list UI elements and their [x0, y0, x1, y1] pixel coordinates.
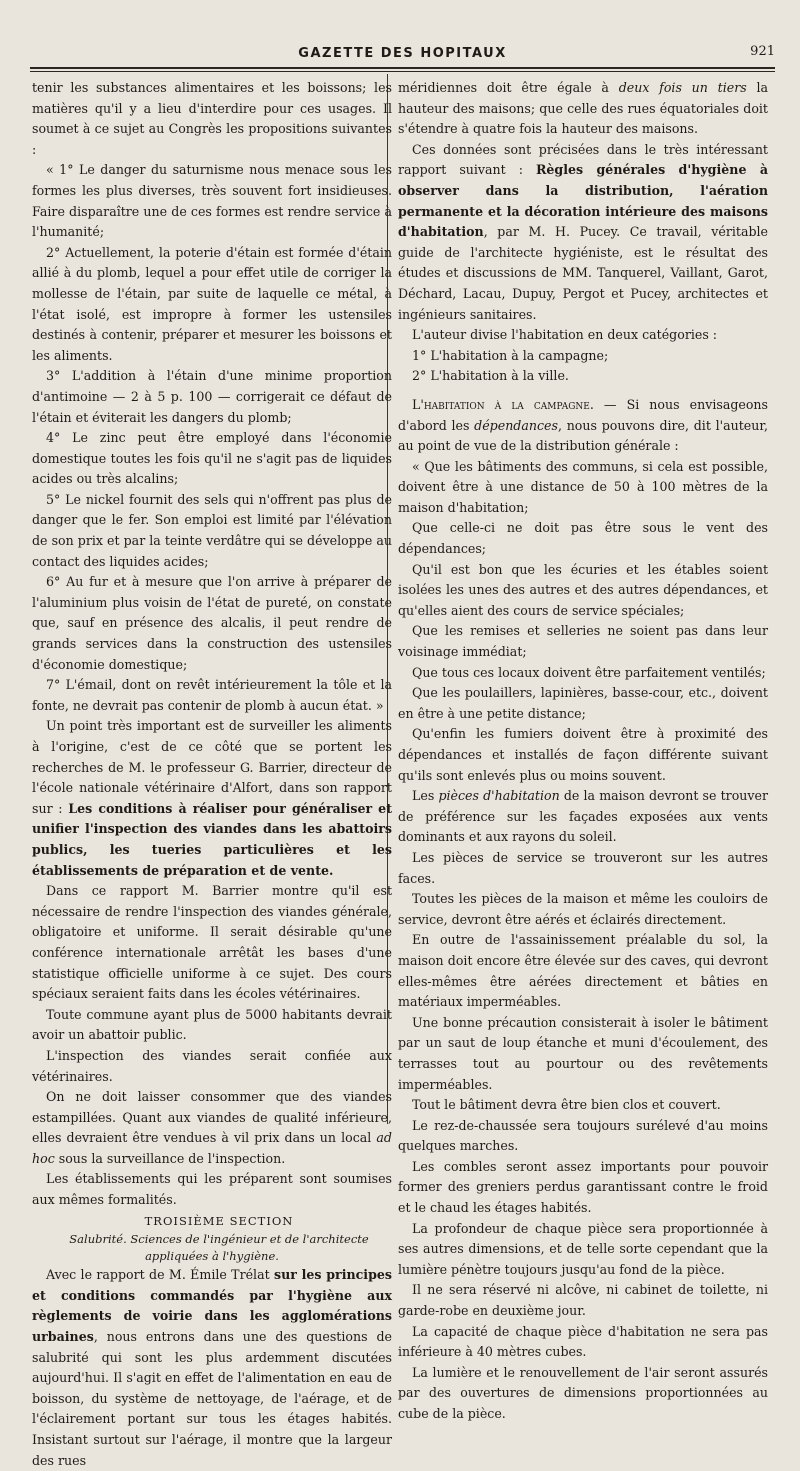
paragraph	[32, 1087, 392, 1169]
italic-phrase: deux fois un tiers	[618, 80, 747, 95]
text-run: On ne doit laisser consommer que des viandes estampillées. Quant aux viandes de qualité inférieure, elles devraient être vendues à vil prix dans un local	[32, 1089, 392, 1146]
text-run: la hauteur des maisons; que celle des rues équatoriales doit s'étendre à quatre fois la hauteur des maisons.	[398, 80, 769, 137]
paragraph	[32, 716, 392, 881]
report-title-bold: sur les principes et conditions commandés par l'hygiène aux règlements de voirie dans les agglomérations urbaines	[32, 1267, 392, 1345]
paragraph	[398, 78, 768, 140]
paragraph: Une bonne précaution consisterait à isoler le bâtiment par un saut de loup étanche et muni d'écoulement, des terrasses tout au pourtour ou des revêtements imperméables.	[398, 1014, 768, 1092]
paragraph: Que celle-ci ne doit pas être sous le vent des dépendances;	[398, 520, 768, 557]
paragraph: La profondeur de chaque pièce sera proportionnée à ses autres dimensions, et de telle sorte cependant que la lumière pénètre toujours jusqu'au fond de la pièce.	[398, 1220, 768, 1277]
paragraph	[398, 140, 768, 325]
section-subtitle: Salubrité. Sciences de l'ingénieur et de l'architecte appliquées à l'hygiène.	[69, 1232, 369, 1264]
text-run: Ces données sont précisées dans le très intéressant rapport suivant :	[398, 141, 768, 178]
paragraph: L'auteur divise l'habitation en deux catégories :	[412, 327, 718, 343]
paragraph: Toutes les pièces de la maison et même les couloirs de service, devront être aérés et éclairés directement.	[398, 891, 768, 927]
paragraph: Tout le bâtiment devra être bien clos et couvert.	[412, 1097, 721, 1113]
paragraph	[398, 395, 768, 457]
paragraph: Dans ce rapport M. Barrier montre qu'il est nécessaire de rendre l'inspection des viandes générale, obligatoire et uniforme. Il serait désirable qu'une conférence internationale arrêtât les bases d'une statistique officielle uniforme à ce sujet. Des cours spéciaux seraient faits dans les écoles vétérinaires.	[32, 883, 392, 1002]
left-column	[32, 78, 392, 1471]
paragraph: Qu'il est bon que les écuries et les étables soient isolées les unes des autres et des autres dépendances, et qu'elles aient des cours de service spéciales;	[398, 561, 768, 618]
text-run: , nous entrons dans une des questions de salubrité qui sont les plus ardemment discutées aujourd'hui. Il s'agit en effet de l'alimentation en eau de boisson, du système de nettoyage, de l'aérage, et de l'éclairement portant sur tous les étages habités. Insistant surtout sur l'aérage, il montre que la largeur des rues	[32, 1329, 392, 1468]
paragraph: 6° Au fur et à mesure que l'on arrive à préparer de l'aluminium plus voisin de l'état de pureté, on constate que, sauf en présence des alcalis, il peut rendre de grands services dans la construction des ustensiles d'économie domestique;	[32, 574, 392, 672]
paragraph: Les pièces de service se trouveront sur les autres faces.	[398, 849, 768, 886]
paragraph: 3° L'addition à l'étain d'une minime proportion d'antimoine — 2 à 5 p. 100 — corrigerait ce défaut de l'étain et éviterait les dangers du plomb;	[32, 368, 392, 425]
subheading: L'habitation à la campagne.	[412, 396, 594, 412]
paragraph: La capacité de chaque pièce d'habitation ne sera pas inférieure à 40 mètres cubes.	[398, 1323, 768, 1360]
paragraph: La lumière et le renouvellement de l'air seront assurés par des ouvertures de dimensions proportionnées au cube de la pièce.	[398, 1364, 768, 1421]
italic-phrase: ad hoc	[32, 1130, 392, 1166]
section-title: TROISIÈME SECTION	[144, 1213, 294, 1228]
header-rule-thin	[30, 71, 775, 72]
paragraph: En outre de l'assainissement préalable du sol, la maison doit encore être élevée sur des caves, qui devront elles-mêmes être aérées directement et bâties en matériaux imperméables.	[398, 932, 768, 1010]
paragraph: 7° L'émail, dont on revêt intérieurement la tôle et la fonte, ne devrait pas contenir de plomb à aucun état. »	[32, 677, 392, 713]
report-title-bold: Règles générales d'hygiène à observer dans la distribution, l'aération permanente et la décoration intérieure des maisons d'habitation	[398, 162, 768, 240]
paragraph: Que les poulaillers, lapinières, basse-cour, etc., doivent en être à une petite distance;	[398, 685, 768, 721]
paragraph: 2° Actuellement, la poterie d'étain est formée d'étain allié à du plomb, lequel a pour effet utile de corriger la mollesse de l'étain, par suite de laquelle ce métal, à l'état isolé, est impropre à former les ustensiles destinés à contenir, préparer et mesurer les boissons et les aliments.	[32, 244, 392, 363]
paragraph: Il ne sera réservé ni alcôve, ni cabinet de toilette, ni garde-robe en deuxième jour.	[398, 1282, 768, 1319]
paragraph: Les établissements qui les préparent sont soumises aux mêmes formalités.	[32, 1171, 392, 1208]
paragraph: tenir les substances alimentaires et les boissons; les matières qu'il y a lieu d'interdire pour ces usages. Il soumet à ce sujet au Congrès les propositions suivantes :	[32, 80, 392, 157]
page-number: 921	[750, 44, 775, 59]
paragraph: « 1° Le danger du saturnisme nous menace sous les formes les plus diverses, très souvent fort insidieuses. Faire disparaître une de ces formes est rendre service à l'humanité;	[32, 162, 392, 240]
text-run: Un point très important est de surveiller les aliments à l'origine, c'est de ce côté que se portent les recherches de M. le professeur G. Barrier, directeur de l'école nationale vétérinaire d'Alfort, dans son rapport sur :	[32, 718, 392, 816]
text-run: , nous pouvons dire, dit l'auteur, au point de vue de la distribution générale :	[398, 417, 768, 454]
italic-phrase: pièces d'habitation	[438, 788, 560, 804]
text-run: — Si nous envisageons d'abord les	[398, 396, 768, 433]
paragraph: Les combles seront assez importants pour pouvoir former des greniers perdus garantissant contre le froid et le chaud les étages habités.	[398, 1158, 768, 1216]
journal-title: GAZETTE DES HOPITAUX	[298, 46, 507, 61]
paragraph: Qu'enfin les fumiers doivent être à proximité des dépendances et installés de façon différente suivant qu'ils sont enlevés plus ou moins souvent.	[398, 726, 768, 783]
paragraph: 1° L'habitation à la campagne;	[412, 347, 609, 363]
page-header	[30, 44, 775, 68]
paragraph: Que tous ces locaux doivent être parfaitement ventilés;	[412, 664, 766, 680]
text-run: Avec le rapport de M. Émile Trélat	[46, 1267, 275, 1283]
paragraph: 5° Le nickel fournit des sels qui n'offrent pas plus de danger que le fer. Son emploi est limité par l'élévation de son prix et par la teinte verdâtre qui se développe au contact des liquides acides;	[32, 491, 392, 569]
paragraph: Le rez-de-chaussée sera toujours surélevé d'au moins quelques marches.	[398, 1117, 768, 1154]
paragraph	[32, 1265, 392, 1471]
paragraph: « Que les bâtiments des communs, si cela est possible, doivent être à une distance de 50 à 100 mètres de la maison d'habitation;	[398, 458, 768, 515]
text-run: sous la surveillance de l'inspection.	[54, 1150, 286, 1166]
paragraph: Que les remises et selleries ne soient pas dans leur voisinage immédiat;	[398, 623, 768, 660]
header-rule-thick	[30, 67, 775, 69]
text-run: , par M. H. Pucey. Ce travail, véritable guide de l'architecte hygiéniste, est le résultat des études et discussions de MM. Tanquerel, Vaillant, Garot, Déchard, Lacau, Dupuy, Pergot et Pucey, architectes et ingénieurs sanitaires.	[398, 224, 768, 322]
paragraph: Toute commune ayant plus de 5000 habitants devrait avoir un abattoir public.	[32, 1006, 392, 1043]
text-run: de la maison devront se trouver de préférence sur les façades exposées aux vents dominants et aux rayons du soleil.	[398, 788, 768, 845]
text-run: méridiennes doit être égale à	[398, 80, 619, 95]
report-title-bold: Les conditions à réaliser pour généraliser et unifier l'inspection des viandes dans les abattoirs publics, les tueries particulières et les établissements de préparation et de vente.	[32, 800, 393, 878]
paragraph: 4° Le zinc peut être employé dans l'économie domestique toutes les fois qu'il ne s'agit pas de liquides acides ou très alcalins;	[32, 430, 392, 487]
paragraph: 2° L'habitation à la ville.	[412, 368, 569, 384]
paragraph: L'inspection des viandes serait confiée aux vétérinaires.	[32, 1047, 392, 1084]
paragraph	[398, 786, 768, 848]
text-run: Les	[412, 788, 439, 804]
right-column	[398, 78, 768, 1425]
italic-phrase: dépendances	[474, 417, 558, 433]
